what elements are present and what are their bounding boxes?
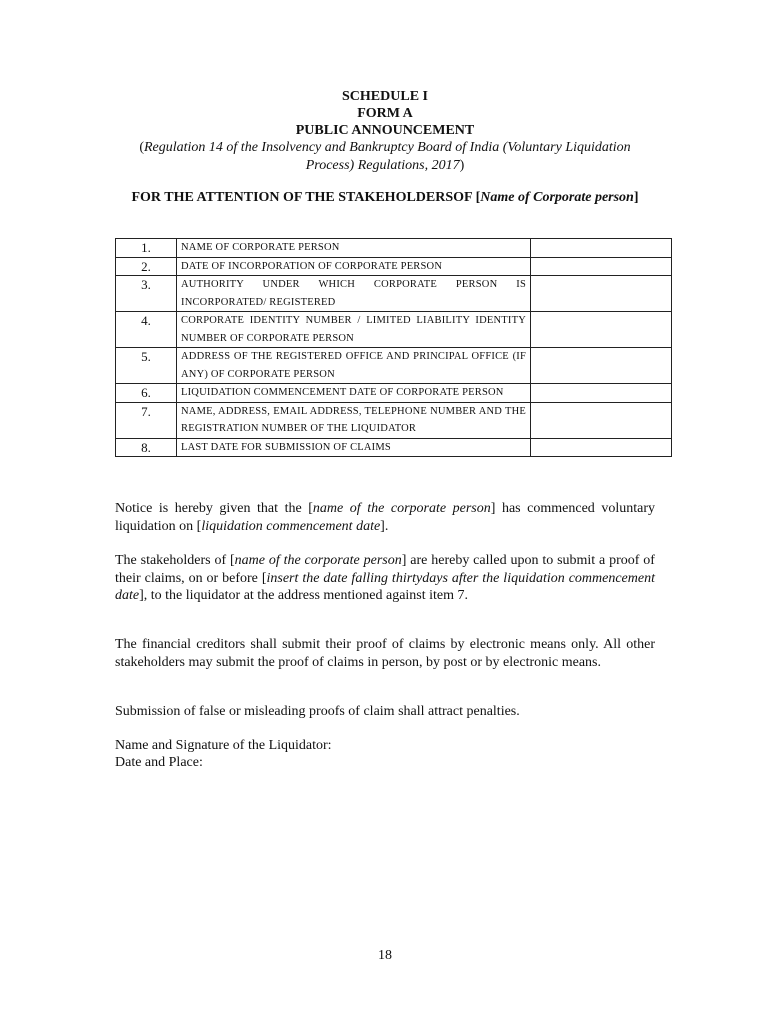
liquidator-signature-line: Name and Signature of the Liquidator: bbox=[115, 738, 332, 753]
row-label: CORPORATE IDENTITY NUMBER / LIMITED LIABILITY IDENTITY NUMBER OF CORPORATE PERSON bbox=[177, 312, 531, 348]
form-heading: FORM A bbox=[357, 106, 413, 121]
row-value-cell bbox=[531, 276, 672, 312]
row-value-cell bbox=[531, 402, 672, 438]
heading-block bbox=[115, 88, 655, 174]
row-label: LAST DATE FOR SUBMISSION OF CLAIMS bbox=[177, 438, 531, 457]
notice-paragraph-1: Notice is hereby given that the [name of the corporate person] has commenced voluntary liquidation on [liquidation commencement date]. bbox=[115, 501, 655, 534]
row-value-cell bbox=[531, 239, 672, 258]
table-row bbox=[116, 402, 672, 438]
row-value-cell bbox=[531, 312, 672, 348]
row-number: 2. bbox=[116, 257, 177, 276]
row-value-cell bbox=[531, 384, 672, 403]
table-row bbox=[116, 276, 672, 312]
page-number: 18 bbox=[378, 948, 392, 963]
table-row bbox=[116, 384, 672, 403]
schedule-heading: SCHEDULE I bbox=[342, 89, 428, 104]
row-label: NAME OF CORPORATE PERSON bbox=[177, 239, 531, 258]
row-value-cell bbox=[531, 438, 672, 457]
row-label: LIQUIDATION COMMENCEMENT DATE OF CORPORATE PERSON bbox=[177, 384, 531, 403]
table-row bbox=[116, 257, 672, 276]
signature-block bbox=[115, 737, 655, 771]
table-row bbox=[116, 312, 672, 348]
row-label: NAME, ADDRESS, EMAIL ADDRESS, TELEPHONE NUMBER AND THE REGISTRATION NUMBER OF THE LIQUIDATOR bbox=[177, 402, 531, 438]
regulation-reference: (Regulation 14 of the Insolvency and Bankruptcy Board of India (Voluntary Liquidation Process) Regulations, 2017) bbox=[139, 140, 631, 173]
row-label: ADDRESS OF THE REGISTERED OFFICE AND PRINCIPAL OFFICE (IF ANY) OF CORPORATE PERSON bbox=[177, 348, 531, 384]
row-number: 1. bbox=[116, 239, 177, 258]
row-number: 6. bbox=[116, 384, 177, 403]
row-number: 4. bbox=[116, 312, 177, 348]
particulars-table bbox=[115, 238, 672, 457]
notice-paragraph-2: The stakeholders of [name of the corporate person] are hereby called upon to submit a proof of their claims, on or before [insert the date falling thirtydays after the liquidation commencement date], to the liquidator at the address mentioned against item 7. bbox=[115, 553, 655, 603]
row-value-cell bbox=[531, 348, 672, 384]
table-row bbox=[116, 239, 672, 258]
notice-paragraph-3: The financial creditors shall submit their proof of claims by electronic means only. All other stakeholders may submit the proof of claims in person, by post or by electronic means. bbox=[115, 637, 655, 670]
row-label: AUTHORITY UNDER WHICH CORPORATE PERSON IS INCORPORATED/ REGISTERED bbox=[177, 276, 531, 312]
date-place-line: Date and Place: bbox=[115, 755, 203, 770]
table-row bbox=[116, 438, 672, 457]
row-value-cell bbox=[531, 257, 672, 276]
row-number: 7. bbox=[116, 402, 177, 438]
row-number: 8. bbox=[116, 438, 177, 457]
attention-line: FOR THE ATTENTION OF THE STAKEHOLDERSOF [Name of Corporate person] bbox=[131, 190, 639, 205]
row-number: 3. bbox=[116, 276, 177, 312]
announcement-title: PUBLIC ANNOUNCEMENT bbox=[295, 123, 475, 138]
table-row bbox=[116, 348, 672, 384]
notice-paragraph-4: Submission of false or misleading proofs of claim shall attract penalties. bbox=[115, 704, 520, 719]
row-label: DATE OF INCORPORATION OF CORPORATE PERSON bbox=[177, 257, 531, 276]
row-number: 5. bbox=[116, 348, 177, 384]
